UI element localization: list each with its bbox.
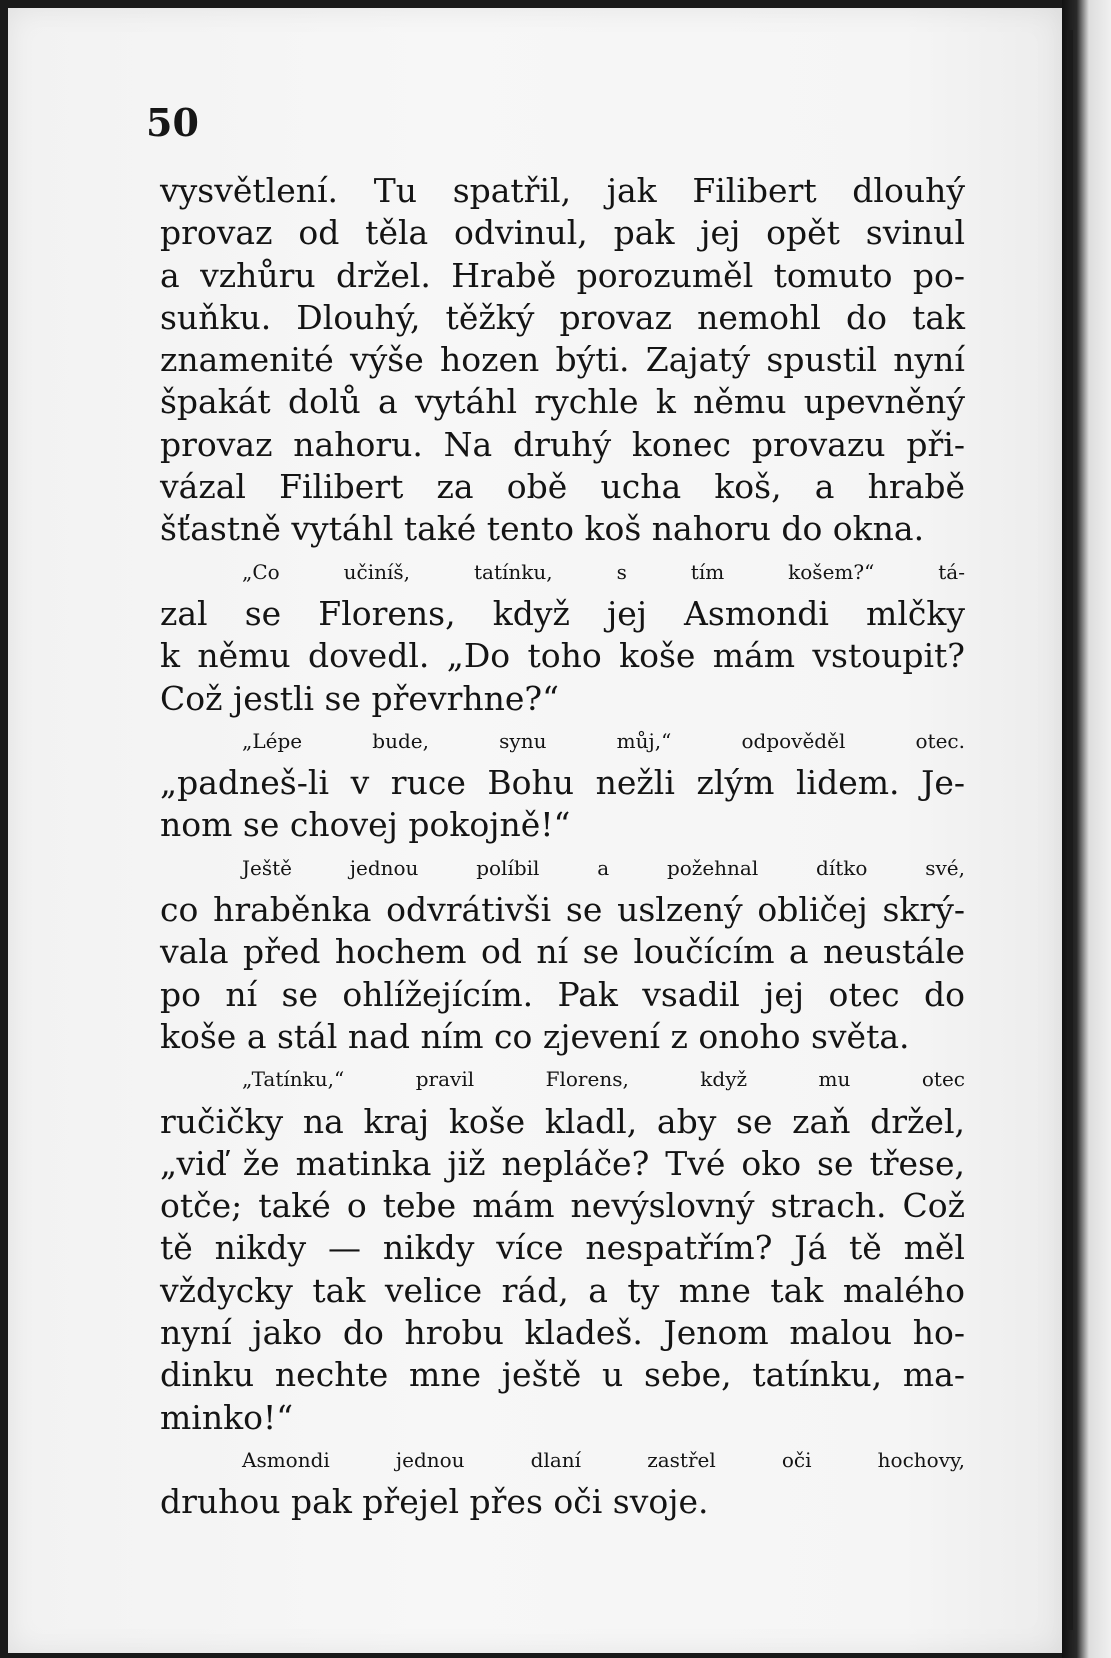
text-line: vázal Filibert za obě ucha koš, a hrabě [160,467,965,507]
text-line: zal se Florens, když jej Asmondi mlčky [160,593,965,633]
text-line: provaz nahoru. Na druhý konec provazu při- [160,424,965,464]
text-line: suňku. Dlouhý, těžký provaz nemohl do tak [160,297,965,337]
text-line: nyní jako do hrobu kladeš. Jenom malou ho- [160,1313,965,1353]
text-line: provaz od těla odvinul, pak jej opět svinul [160,213,965,253]
text-line: Ještě jednou políbil a požehnal dítko své, [242,855,965,880]
body-text [160,170,965,1524]
text-line: po ní se ohlížejícím. Pak vsadil jej otec do [160,974,965,1014]
scanned-page [8,8,1062,1653]
text-line: vala před hochem od ní se loučícím a neustále [160,932,965,972]
text-line: co hraběnka odvrátivši se uslzený obličej skrý- [160,890,965,930]
text-line: „Co učiníš, tatínku, s tím košem?“ tá- [242,559,965,584]
text-line: ručičky na kraj koše kladl, aby se zaň držel, [160,1101,965,1141]
text-line: tě nikdy — nikdy více nespatřím? Já tě měl [160,1228,965,1268]
text-line: Asmondi jednou dlaní zastřel oči hochovy, [242,1447,965,1472]
text-line: otče; také o tebe mám nevýslovný strach. Což [160,1186,965,1226]
text-line: k němu dovedl. „Do toho koše mám vstoupit? [160,636,965,676]
text-line: minko!“ [160,1397,294,1437]
text-line: nom se chovej pokojně!“ [160,805,571,845]
text-line: „Tatínku,“ pravil Florens, když mu otec [242,1067,965,1092]
page-number: 50 [146,100,199,145]
text-line: špakát dolů a vytáhl rychle k němu upevněný [160,382,965,422]
text-line: znamenité výše hozen býti. Zajatý spustil nyní [160,340,965,380]
text-line: „viď že matinka již nepláče? Tvé oko se třese, [160,1143,965,1183]
text-line: druhou pak přejel přes oči svoje. [160,1482,709,1522]
text-line: vysvětlení. Tu spatřil, jak Filibert dlouhý [160,171,965,210]
text-line: šťastně vytáhl také tento koš nahoru do okna. [160,509,925,549]
text-line: „Lépe bude, synu můj,“ odpověděl otec. [242,728,965,753]
text-line: dinku nechte mne ještě u sebe, tatínku, ma- [160,1355,965,1395]
text-line: a vzhůru držel. Hrabě porozuměl tomuto po- [160,255,965,295]
page-edge-line [1067,30,1073,1630]
text-line: koše a stál nad ním co zjevení z onoho světa. [160,1016,910,1056]
text-line: vždycky tak velice rád, a ty mne tak malého [160,1270,965,1310]
text-line: Což jestli se převrhne?“ [160,678,559,718]
text-line: „padneš-li v ruce Bohu nežli zlým lidem. Je- [160,763,965,803]
